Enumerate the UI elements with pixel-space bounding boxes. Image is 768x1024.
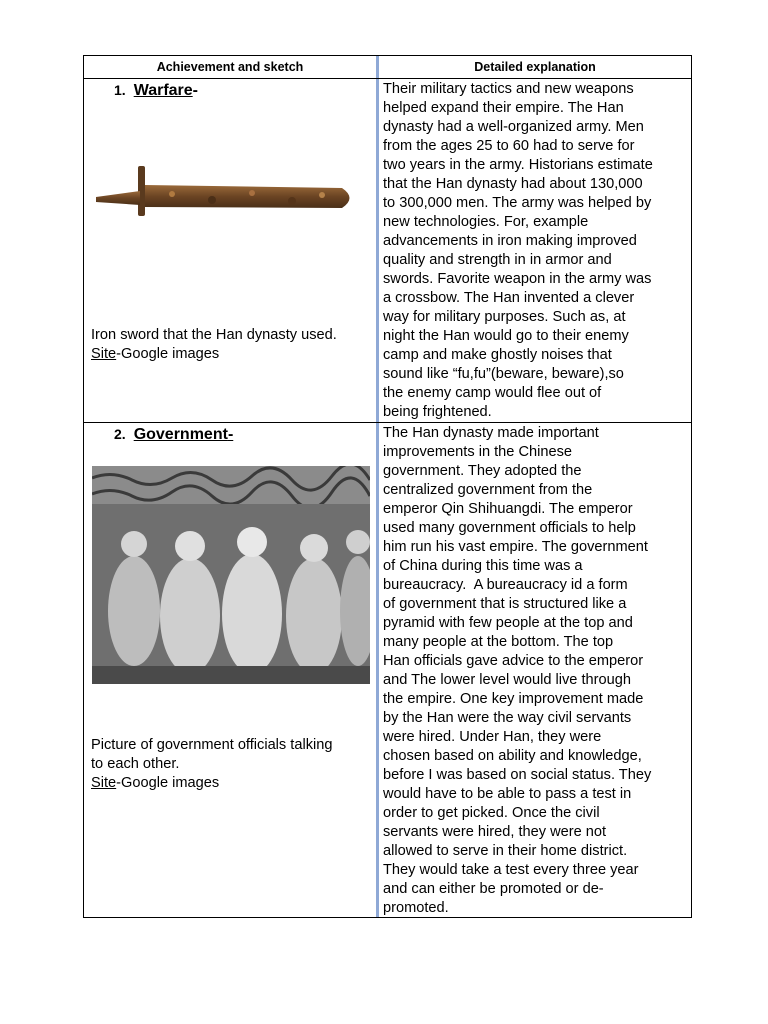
explanation-line: of China during this time was a [383, 558, 583, 574]
caption-text: Iron sword that the Han dynasty used. [91, 327, 337, 343]
site-label: Site [91, 346, 117, 362]
explanation-line: being frightened. [383, 404, 492, 420]
explanation-line: before I was based on social status. They [383, 767, 652, 783]
explanation-line: servants were hired, they were not [383, 824, 607, 840]
title-suffix: - [192, 82, 198, 99]
explanation-line: The Han dynasty made important [383, 425, 599, 441]
explanation-line: Their military tactics and new weapons [383, 81, 634, 97]
row-number: 2. [114, 426, 126, 442]
explanation-line: bureaucracy. A bureaucracy id a form [383, 577, 628, 593]
explanation-line: two years in the army. Historians estimate [383, 157, 653, 173]
government-caption [91, 736, 371, 793]
explanation-line: order to get picked. Once the civil [383, 805, 600, 821]
site-value: -Google images [116, 775, 220, 791]
explanation-line: used many government officials to help [383, 520, 636, 536]
explanation-line: a crossbow. The Han invented a clever [383, 290, 635, 306]
explanation-line: promoted. [383, 900, 449, 916]
explanation-line: allowed to serve in their home district. [383, 843, 628, 859]
explanation-line: dynasty had a well-organized army. Men [383, 119, 644, 135]
explanation-line: sound like “fu,fu”(beware, beware),so [383, 366, 624, 382]
row-divider [84, 422, 691, 423]
warfare-explanation [383, 80, 687, 422]
explanation-line: and can either be promoted or de- [383, 881, 604, 897]
explanation-line: new technologies. For, example [383, 214, 589, 230]
caption-text: Picture of government officials talking [91, 737, 333, 753]
government-heading [114, 426, 233, 444]
explanation-line: to 300,000 men. The army was helped by [383, 195, 652, 211]
source-line [91, 345, 371, 364]
explanation-line: that the Han dynasty had about 130,000 [383, 176, 643, 192]
row-title: Warfare [133, 82, 193, 99]
explanation-line: would have to be able to pass a test in [383, 786, 632, 802]
explanation-line: many people at the bottom. The top [383, 634, 614, 650]
explanation-line: the empire. One key improvement made [383, 691, 644, 707]
explanation-line: from the ages 25 to 60 had to serve for [383, 138, 635, 154]
explanation-line: of government that is structured like a [383, 596, 627, 612]
explanation-line: night the Han would go to their enemy [383, 328, 629, 344]
explanation-line: chosen based on ability and knowledge, [383, 748, 642, 764]
explanation-line: camp and make ghostly noises that [383, 347, 612, 363]
explanation-line: the enemy camp would flee out of [383, 385, 602, 401]
caption-text: to each other. [91, 756, 180, 772]
header-divider [84, 78, 691, 79]
explanation-line: were hired. Under Han, they were [383, 729, 602, 745]
column-divider [376, 56, 379, 917]
explanation-line: by the Han were the way civil servants [383, 710, 632, 726]
explanation-line: government. They adopted the [383, 463, 582, 479]
row-title: Government [133, 426, 228, 443]
warfare-heading [114, 82, 198, 100]
title-suffix: - [227, 426, 234, 443]
iron-sword-image [92, 164, 362, 222]
explanation-line: improvements in the Chinese [383, 444, 572, 460]
explanation-line: centralized government from the [383, 482, 593, 498]
row-number: 1. [114, 82, 126, 98]
explanation-line: emperor Qin Shihuangdi. The emperor [383, 501, 633, 517]
achievements-table [83, 55, 692, 918]
government-explanation [383, 424, 687, 918]
explanation-line: advancements in iron making improved [383, 233, 637, 249]
explanation-line: and The lower level would live through [383, 672, 631, 688]
site-value: -Google images [116, 346, 220, 362]
explanation-line: Han officials gave advice to the emperor [383, 653, 644, 669]
explanation-line: helped expand their empire. The Han [383, 100, 624, 116]
header-explanation: Detailed explanation [474, 60, 596, 74]
explanation-line: They would take a test every three year [383, 862, 639, 878]
explanation-line: pyramid with few people at the top and [383, 615, 633, 631]
explanation-line: way for military purposes. Such as, at [383, 309, 626, 325]
warfare-caption [91, 326, 371, 364]
header-achievement: Achievement and sketch [156, 60, 304, 74]
source-line [91, 774, 371, 793]
explanation-line: him run his vast empire. The government [383, 539, 648, 555]
government-officials-image [92, 466, 370, 684]
explanation-line: quality and strength in in armor and [383, 252, 612, 268]
site-label: Site [91, 775, 117, 791]
explanation-line: swords. Favorite weapon in the army was [383, 271, 652, 287]
